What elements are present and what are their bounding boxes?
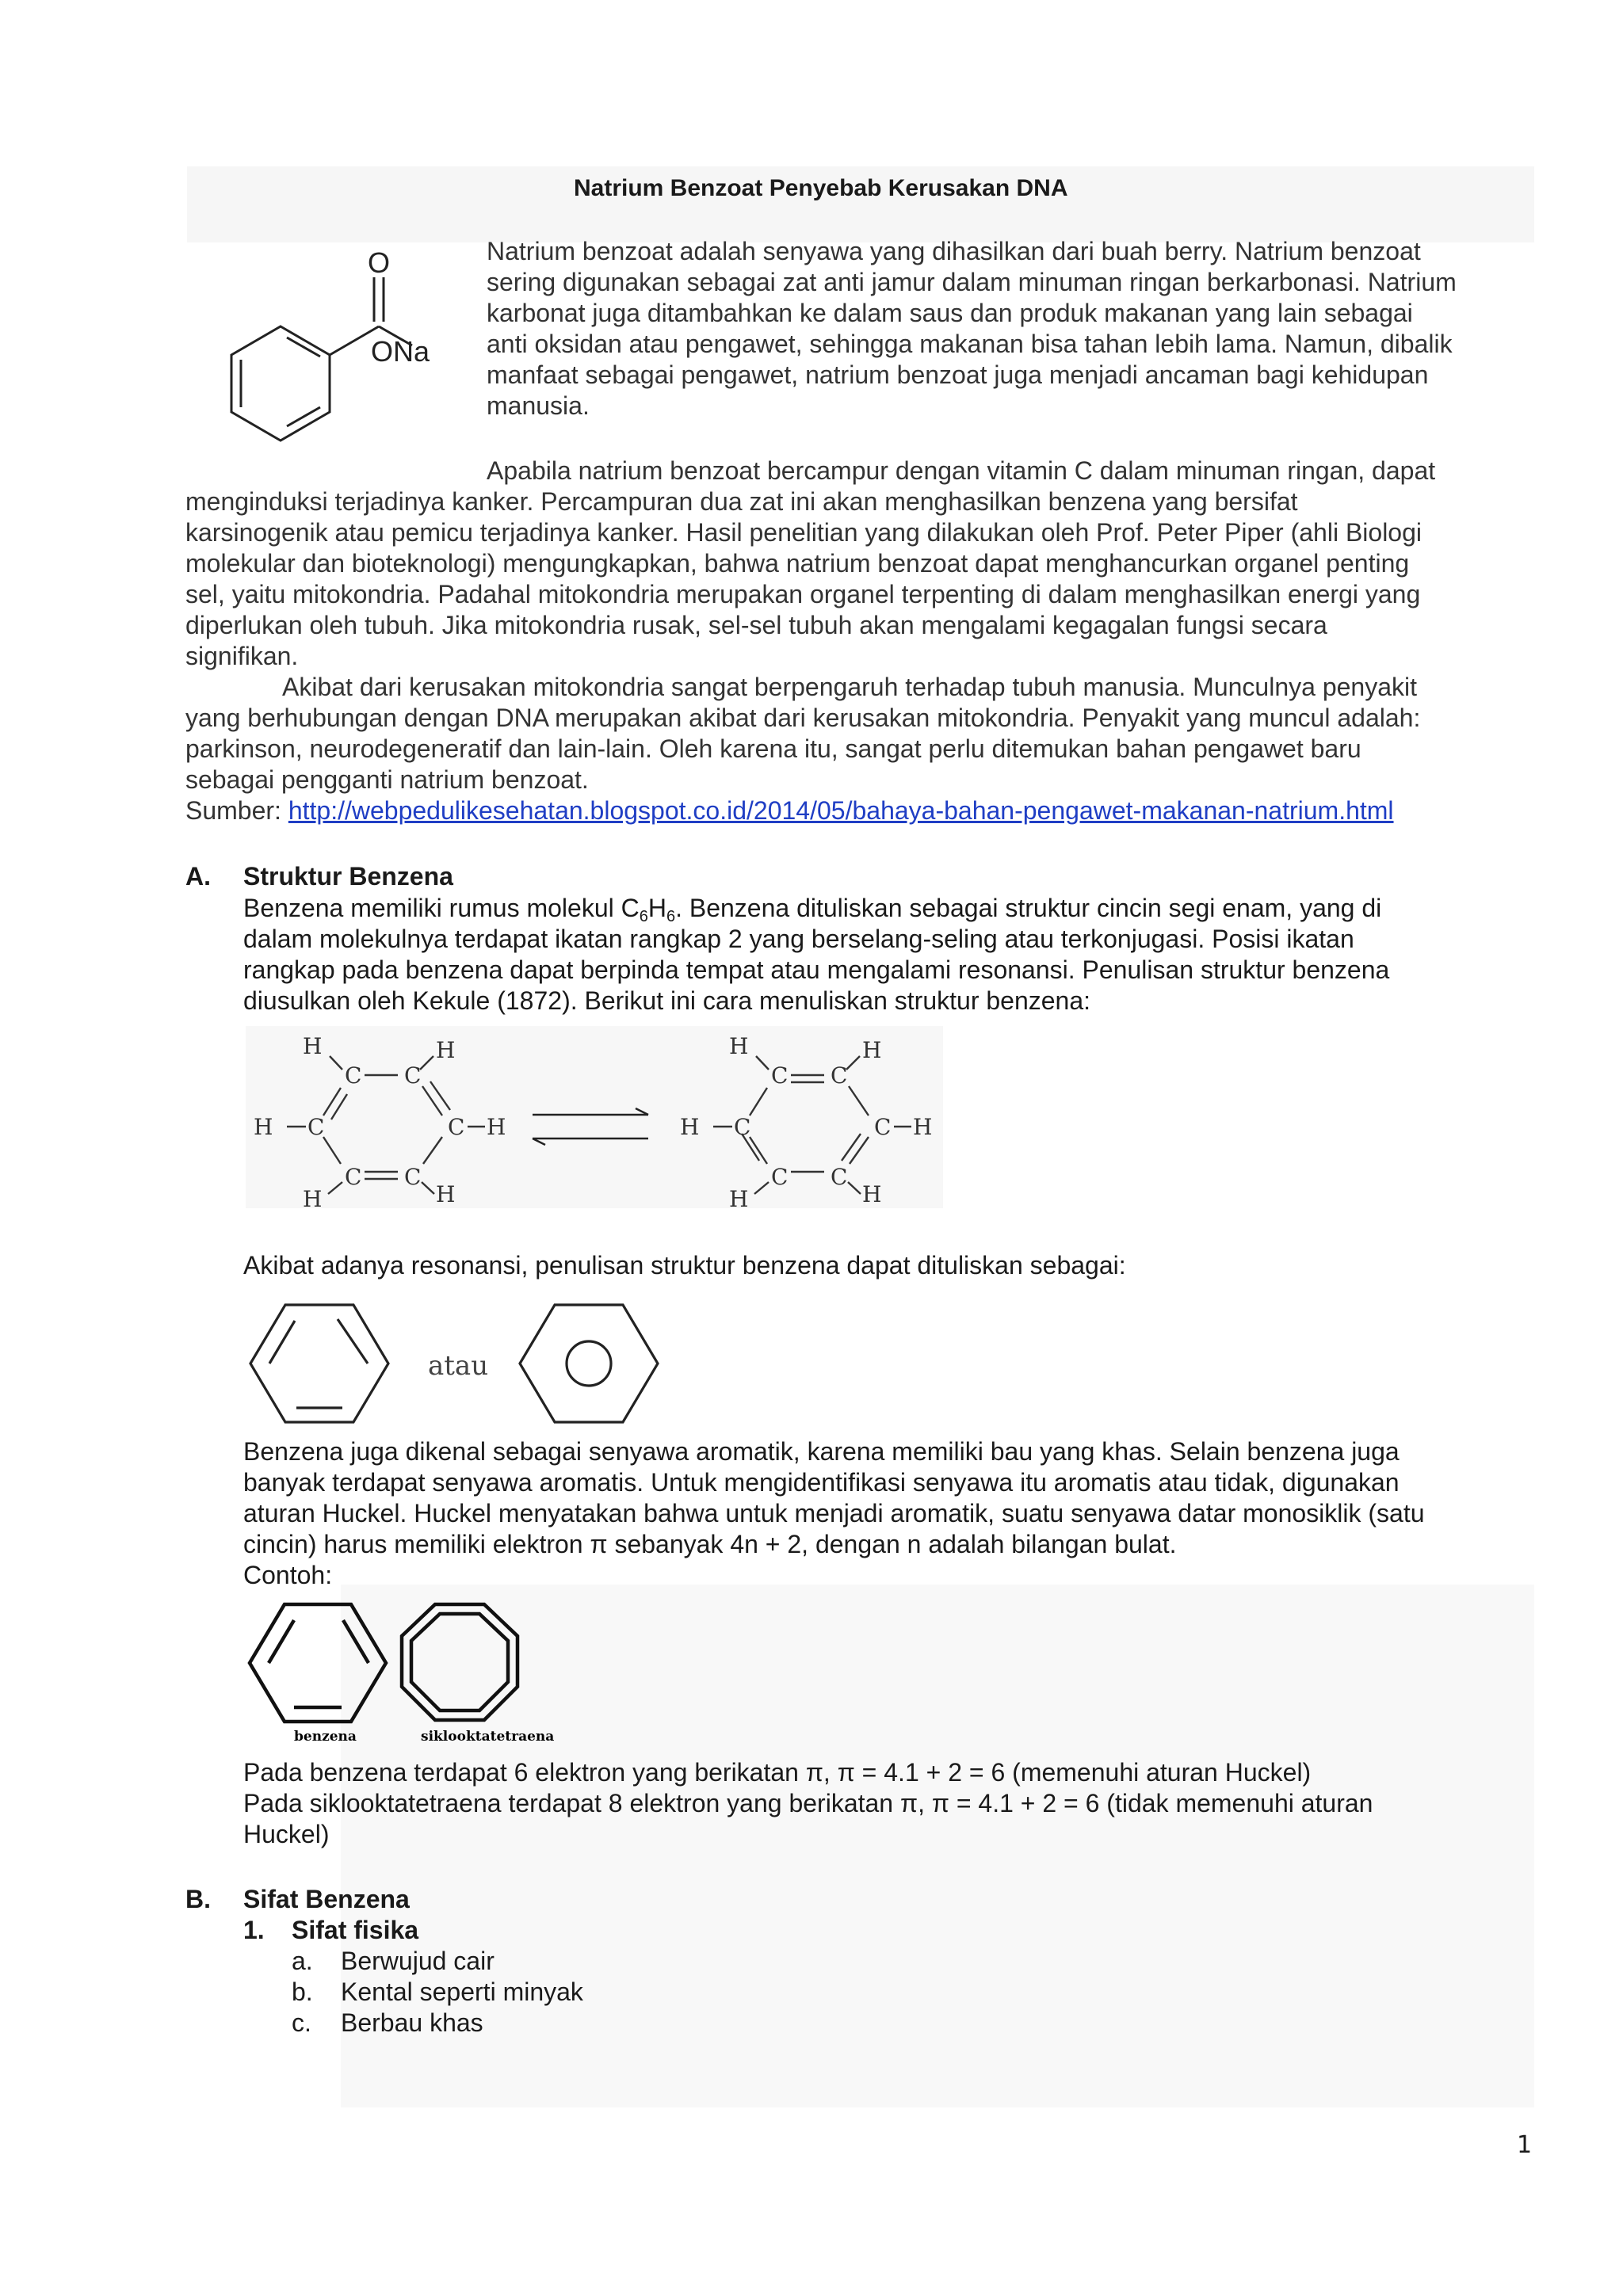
body-line: Pada benzena terdapat 6 elektron yang berikatan π, π = 4.1 + 2 = 6 (memenuhi aturan Huckel) [243, 1758, 1312, 1787]
list-item: Kental seperti minyak [341, 1978, 583, 2006]
carbon-label: C [404, 1164, 422, 1190]
subsection-number: 1. [243, 1916, 265, 1944]
intro-line: manfaat sebagai pengawet, natrium benzoat juga menjadi ancaman bagi kehidupan [487, 360, 1429, 389]
siklooktatetraena-ring [402, 1604, 517, 1720]
siklooktatetraena-inner [411, 1614, 508, 1711]
hydrogen-label: H [303, 1186, 323, 1208]
body-line: diperlukan oleh tubuh. Jika mitokondria rusak, sel-sel tubuh akan mengalami kegagalan fungsi secara [185, 611, 1327, 639]
formula-text: . Benzena dituliskan sebagai struktur cincin segi enam, yang di [675, 894, 1382, 922]
body-line: Benzena juga dikenal sebagai senyawa aromatik, karena memiliki bau yang khas. Selain benzena juga [243, 1437, 1400, 1466]
oxygen-label: O [368, 246, 391, 279]
body-line: dalam molekulnya terdapat ikatan rangkap 2 yang berselang-seling atau terkonjugasi. Posisi ikatan [243, 925, 1354, 953]
benzene-representations [238, 1295, 666, 1438]
body-line: signifikan. [185, 642, 299, 670]
section-heading: Struktur Benzena [243, 862, 453, 891]
carbon-label: C [831, 1062, 848, 1089]
body-line: Akibat adanya resonansi, penulisan struktur benzena dapat dituliskan sebagai: [243, 1251, 1126, 1280]
body-line: diusulkan oleh Kekule (1872). Berikut ini cara menuliskan struktur benzena: [243, 986, 1091, 1015]
source-link[interactable]: http://webpedulikesehatan.blogspot.co.id/2014/05/bahaya-bahan-pengawet-makanan-natrium.html [288, 796, 1394, 825]
hydrogen-label: H [254, 1114, 273, 1140]
carbon-label: C [771, 1062, 789, 1089]
subsection-heading: Sifat fisika [292, 1916, 419, 1944]
hydrogen-label: H [487, 1114, 506, 1140]
formula-text: H [647, 894, 666, 922]
carbon-label: C [404, 1062, 422, 1089]
hydrogen-label: H [729, 1186, 749, 1208]
carbon-label: C [874, 1114, 892, 1140]
body-line: cincin) harus memiliki elektron π sebanyak 4n + 2, dengan n adalah bilangan bulat. [243, 1530, 1177, 1558]
aromatic-examples [242, 1596, 567, 1747]
benzene-circle-ring [520, 1305, 658, 1422]
formula-text: Benzena memiliki rumus molekul C [243, 894, 640, 922]
carbon-label: C [734, 1114, 751, 1140]
list-item: Berwujud cair [341, 1947, 495, 1975]
hydrogen-label: H [680, 1114, 700, 1140]
carbon-label: C [345, 1164, 362, 1190]
body-line: sebagai pengganti natrium benzoat. [185, 765, 589, 794]
carbon-label: C [345, 1062, 362, 1089]
body-line: Apabila natrium benzoat bercampur dengan vitamin C dalam minuman ringan, dapat [487, 456, 1436, 485]
caption-benzena: benzena [294, 1729, 357, 1745]
carbon-label: C [307, 1114, 325, 1140]
subscript: 6 [639, 908, 648, 925]
body-line: rangkap pada benzena dapat berpinda tempat atau mengalami resonansi. Penulisan struktur benzena [243, 955, 1390, 984]
intro-line: manusia. [487, 391, 590, 420]
carbon-label: C [448, 1114, 465, 1140]
atau-label: atau [428, 1350, 489, 1382]
body-line: menginduksi terjadinya kanker. Percampuran dua zat ini akan menghasilkan benzena yang bersifat [185, 487, 1298, 516]
body-line: banyak terdapat senyawa aromatis. Untuk mengidentifikasi senyawa itu aromatis atau tidak, digunakan [243, 1468, 1400, 1497]
body-line: sel, yaitu mitokondria. Padahal mitokondria merupakan organel terpenting di dalam menghasilkan energi yang [185, 580, 1421, 608]
source-line [185, 795, 1394, 826]
section-heading: Sifat Benzena [243, 1885, 410, 1913]
section-letter: B. [185, 1885, 211, 1913]
hydrogen-label: H [436, 1181, 456, 1207]
carbon-label: C [771, 1164, 789, 1190]
caption-siklooktatetraena: siklooktatetraena [421, 1729, 555, 1745]
body-line: Huckel) [243, 1820, 330, 1848]
intro-line: Natrium benzoat adalah senyawa yang dihasilkan dari buah berry. Natrium benzoat [487, 237, 1421, 265]
benzene-ring [231, 326, 330, 441]
hydrogen-label: H [436, 1037, 456, 1063]
hydrogen-label: H [862, 1181, 882, 1207]
intro-line: sering digunakan sebagai zat anti jamur dalam minuman ringan berkarbonasi. Natrium [487, 268, 1457, 296]
list-marker: a. [292, 1947, 313, 1975]
contoh-label: Contoh: [243, 1561, 333, 1589]
list-marker: c. [292, 2008, 311, 2037]
body-line: karsinogenik atau pemicu terjadinya kanker. Hasil penelitian yang dilakukan oleh Prof. Peter Piper (ahli Biologi [185, 518, 1422, 547]
body-line: parkinson, neurodegeneratif dan lain-lain. Oleh karena itu, sangat perlu ditemukan bahan pengawet baru [185, 734, 1361, 763]
hydrogen-label: H [303, 1033, 323, 1059]
carbon-label: C [831, 1164, 848, 1190]
hydrogen-label: H [913, 1114, 933, 1140]
page-number: 1 [1517, 2131, 1533, 2159]
section-letter: A. [185, 862, 211, 891]
hydrogen-label: H [862, 1037, 882, 1063]
sodium-oxide-label: ONa [371, 335, 430, 368]
kekule-resonance-diagram [246, 1026, 943, 1208]
body-line: yang berhubungan dengan DNA merupakan akibat dari kerusakan mitokondria. Penyakit yang muncul adalah: [185, 704, 1421, 732]
sodium-benzoate-structure [174, 238, 460, 452]
intro-line: anti oksidan atau pengawet, sehingga makanan bisa tahan lebih lama. Namun, dibalik [487, 330, 1453, 358]
hydrogen-label: H [729, 1033, 749, 1059]
source-label: Sumber: [185, 796, 288, 825]
list-item: Berbau khas [341, 2008, 483, 2037]
body-line: aturan Huckel. Huckel menyatakan bahwa untuk menjadi aromatik, suatu senyawa datar monosiklik (satu [243, 1499, 1425, 1527]
body-line: molekular dan bioteknologi) mengungkapkan, bahwa natrium benzoat dapat menghancurkan organel penting [185, 549, 1410, 578]
list-marker: b. [292, 1978, 313, 2006]
body-line: Akibat dari kerusakan mitokondria sangat berpengaruh terhadap tubuh manusia. Munculnya penyakit [282, 673, 1417, 701]
page-title: Natrium Benzoat Penyebab Kerusakan DNA [574, 175, 1068, 201]
body-line: Pada siklooktatetraena terdapat 8 elektron yang berikatan π, π = 4.1 + 2 = 6 (tidak memenuhi aturan [243, 1789, 1373, 1817]
intro-line: karbonat juga ditambahkan ke dalam saus dan produk makanan yang lain sebagai [487, 299, 1413, 327]
subscript: 6 [666, 908, 676, 925]
aromatic-circle [567, 1341, 611, 1386]
